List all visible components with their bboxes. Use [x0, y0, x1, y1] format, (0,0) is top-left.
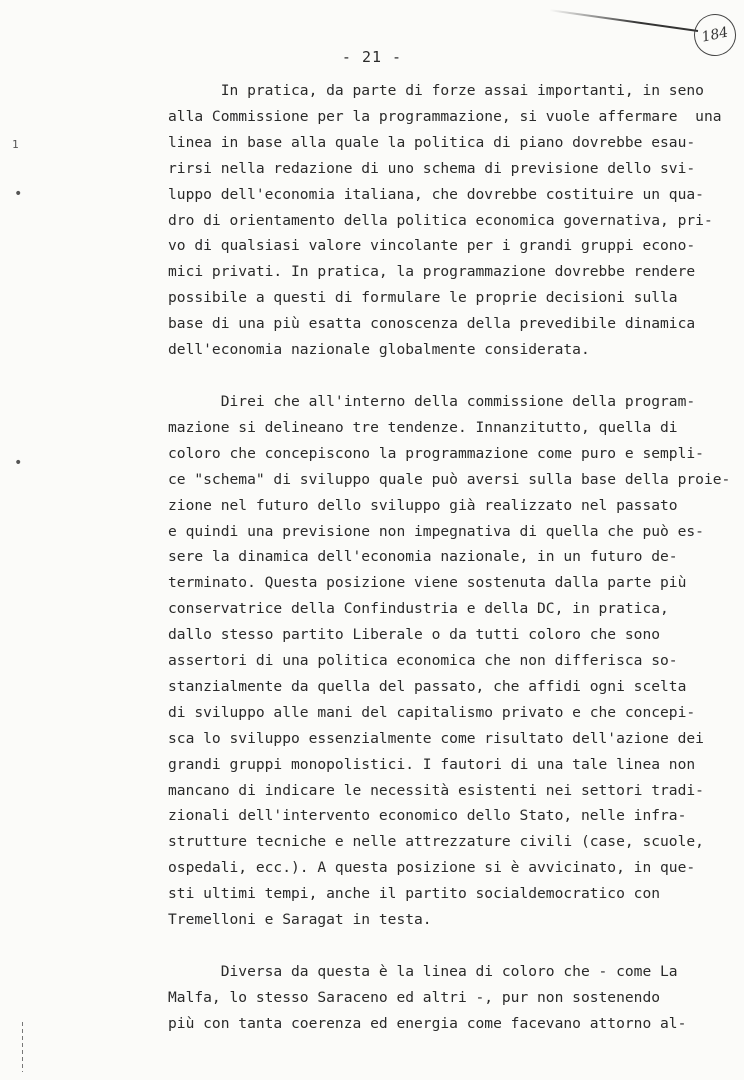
- text-line: dro di orientamento della politica economica governativa, pri-: [168, 211, 713, 229]
- text-line: grandi gruppi monopolistici. I fautori di una tale linea non: [168, 755, 696, 773]
- text-line: assertori di una politica economica che non differisca so-: [168, 652, 678, 670]
- text-line: vo di qualsiasi valore vincolante per i grandi gruppi econo-: [168, 237, 696, 255]
- page-number: - 21 -: [341, 48, 403, 66]
- stamp-stroke: [549, 9, 698, 32]
- paragraph: [168, 78, 722, 363]
- text-line: e quindi una previsione non impegnativa di quella che può es-: [168, 522, 704, 540]
- text-line: dallo stesso partito Liberale o da tutti coloro che sono: [168, 626, 661, 644]
- margin-bullet: •: [14, 186, 23, 202]
- text-line: zionali dell'intervento economico dello Stato, nelle infra-: [168, 807, 687, 825]
- text-line: mici privati. In pratica, la programmazione dovrebbe rendere: [168, 263, 696, 281]
- text-line: Malfa, lo stesso Saraceno ed altri -, pur non sostenendo: [168, 988, 661, 1006]
- margin-mark: 1: [12, 138, 19, 151]
- text-line: stanzialmente da quella del passato, che affidi ogni scelta: [168, 677, 687, 695]
- text-line: alla Commissione per la programmazione, si vuole affermare una: [168, 107, 722, 125]
- paragraph: [168, 959, 718, 1037]
- body-text: [168, 78, 731, 1037]
- text-line: conservatrice della Confindustria e della DC, in pratica,: [168, 600, 669, 618]
- text-line: ospedali, ecc.). A questa posizione si è avvicinato, in que-: [168, 859, 696, 877]
- text-line: ce "schema" di sviluppo quale può aversi sulla base della proie-: [168, 470, 731, 488]
- text-line: coloro che concepiscono la programmazione come puro e sempli-: [168, 444, 704, 462]
- text-line: In pratica, da parte di forze assai importanti, in seno: [168, 82, 704, 99]
- text-line: rirsi nella redazione di uno schema di previsione dello svi-: [168, 159, 696, 177]
- margin-bullet: •: [14, 455, 23, 471]
- text-line: mancano di indicare le necessità esistenti nei settori tradi-: [168, 781, 704, 799]
- text-line: possibile a questi di formulare le proprie decisioni sulla: [168, 289, 678, 307]
- text-line: mazione si delineano tre tendenze. Innanzitutto, quella di: [168, 418, 678, 436]
- text-line: Diversa da questa è la linea di coloro che - come La: [168, 963, 678, 980]
- text-line: luppo dell'economia italiana, che dovrebbe costituire un qua-: [168, 185, 704, 203]
- text-line: dell'economia nazionale globalmente considerata.: [168, 341, 590, 359]
- text-line: Tremelloni e Saragat in testa.: [168, 911, 432, 929]
- text-line: strutture tecniche e nelle attrezzature civili (case, scuole,: [168, 833, 704, 851]
- text-line: di sviluppo alle mani del capitalismo privato e che concepi-: [168, 703, 696, 721]
- text-line: Direi che all'interno della commissione della program-: [168, 392, 696, 410]
- text-line: terminato. Questa posizione viene sostenuta dalla parte più: [168, 574, 687, 592]
- margin-edge-line: [22, 1022, 23, 1072]
- text-line: sca lo sviluppo essenzialmente come risultato dell'azione dei: [168, 729, 704, 747]
- paragraph-gap: [168, 363, 718, 389]
- text-line: più con tanta coerenza ed energia come facevano attorno al-: [168, 1014, 687, 1032]
- text-line: linea in base alla quale la politica di piano dovrebbe esau-: [168, 133, 696, 151]
- text-line: zione nel futuro dello sviluppo già realizzato nel passato: [168, 496, 678, 514]
- text-line: sere la dinamica dell'economia nazionale, in un futuro de-: [168, 548, 678, 566]
- text-line: base di una più esatta conoscenza della prevedibile dinamica: [168, 315, 696, 333]
- paragraph: [168, 389, 731, 933]
- paragraph-gap: [168, 933, 718, 959]
- archive-stamp: 184: [690, 10, 740, 60]
- text-line: sti ultimi tempi, anche il partito socialdemocratico con: [168, 885, 661, 903]
